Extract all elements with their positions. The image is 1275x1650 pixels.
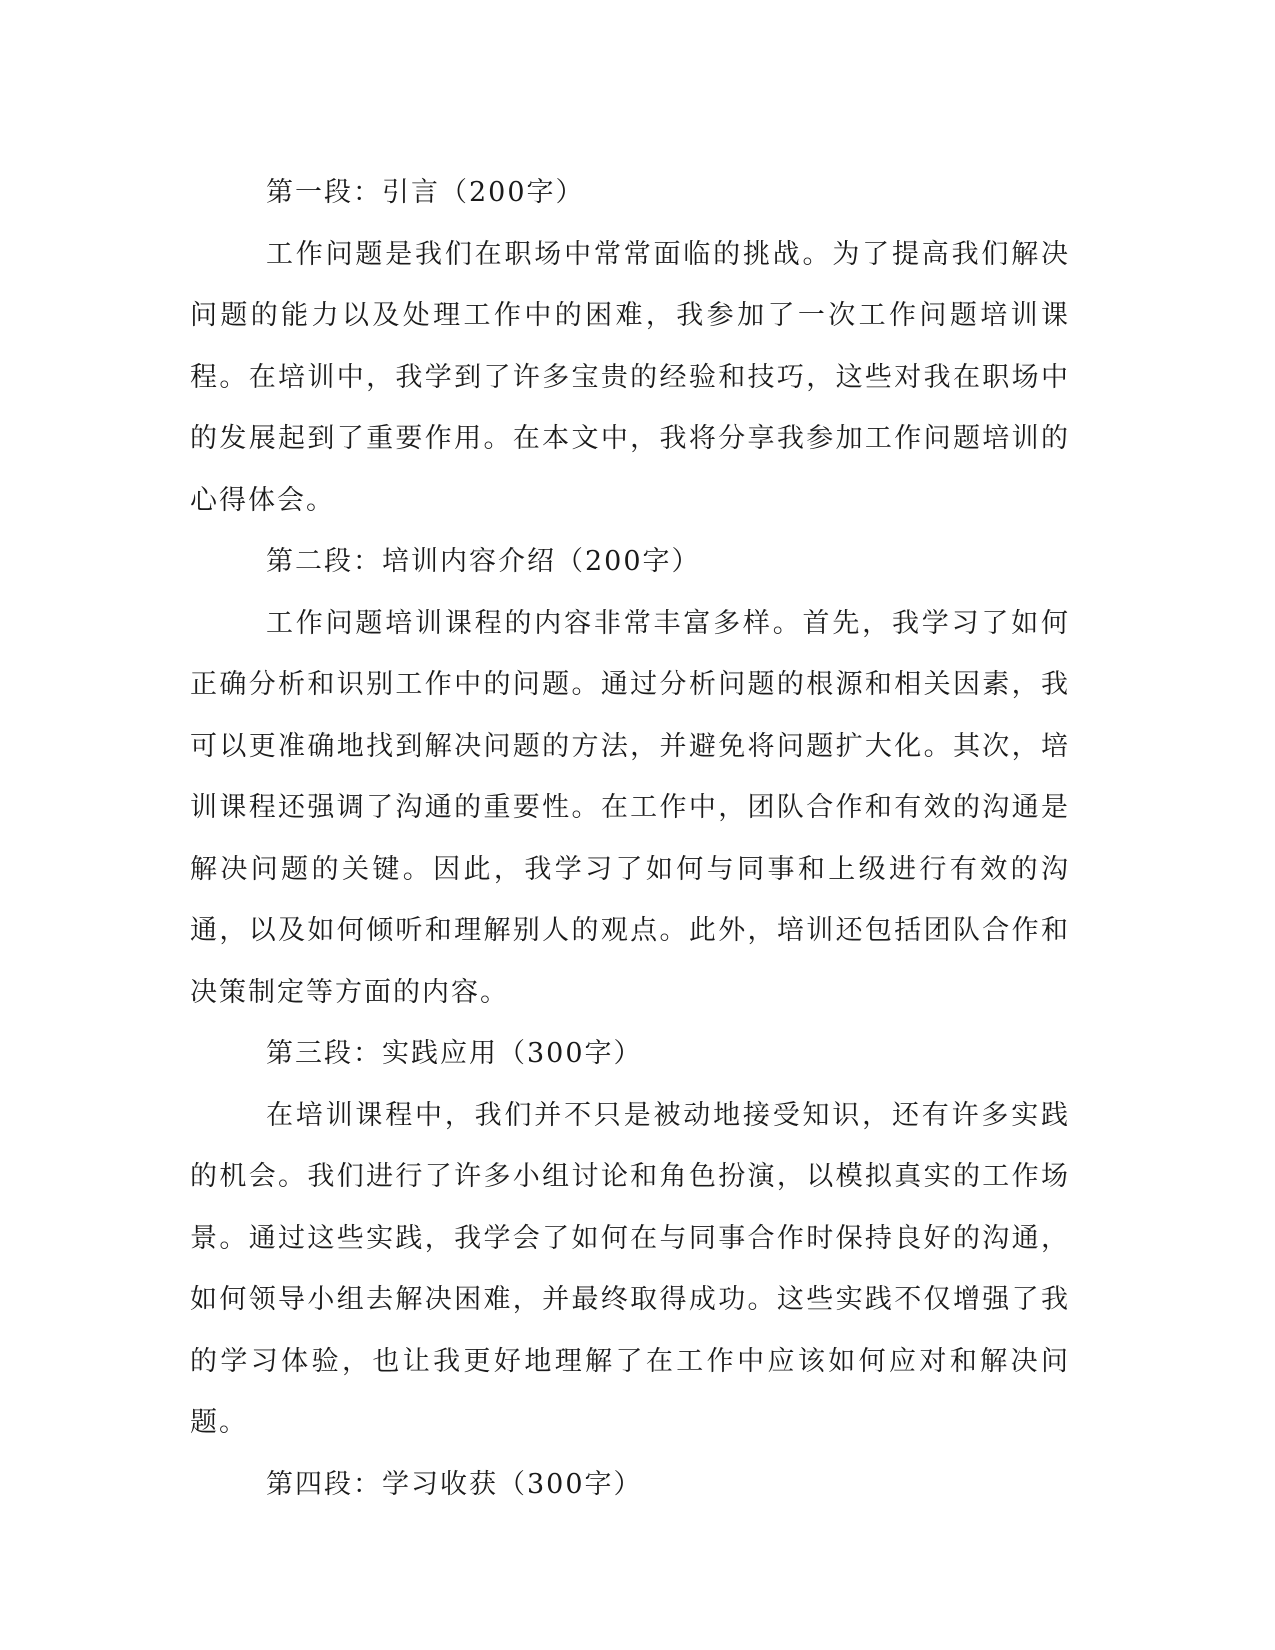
section-4-heading: 第四段：学习收获（300字） <box>266 1468 643 1500</box>
section-3-heading: 第三段：实践应用（300字） <box>266 1038 643 1069</box>
document-body <box>190 162 1070 1515</box>
section-3-body: 在培训课程中，我们并不只是被动地接受知识，还有许多实践的机会。我们进行了许多小组讨论和角色扮演，以模拟真实的工作场景。通过这些实践，我学会了如何在与同事合作时保持良好的沟通，如何领导小组去解决困难，并最终取得成功。这些实践不仅增强了我的学习体验，也让我更好地理解了在工作中应该如何应对和解决问题。 <box>190 1099 1070 1438</box>
section-2-body: 工作问题培训课程的内容非常丰富多样。首先，我学习了如何正确分析和识别工作中的问题。通过分析问题的根源和相关因素，我可以更准确地找到解决问题的方法，并避免将问题扩大化。其次，培训课程还强调了沟通的重要性。在工作中，团队合作和有效的沟通是解决问题的关键。因此，我学习了如何与同事和上级进行有效的沟通，以及如何倾听和理解别人的观点。此外，培训还包括团队合作和决策制定等方面的内容。 <box>190 607 1070 1008</box>
section-1-body: 工作问题是我们在职场中常常面临的挑战。为了提高我们解决问题的能力以及处理工作中的困难，我参加了一次工作问题培训课程。在培训中，我学到了许多宝贵的经验和技巧，这些对我在职场中的发展起到了重要作用。在本文中，我将分享我参加工作问题培训的心得体会。 <box>190 238 1070 516</box>
section-2-heading: 第二段：培训内容介绍（200字） <box>266 546 701 577</box>
section-1-heading: 第一段：引言（200字） <box>266 177 585 208</box>
